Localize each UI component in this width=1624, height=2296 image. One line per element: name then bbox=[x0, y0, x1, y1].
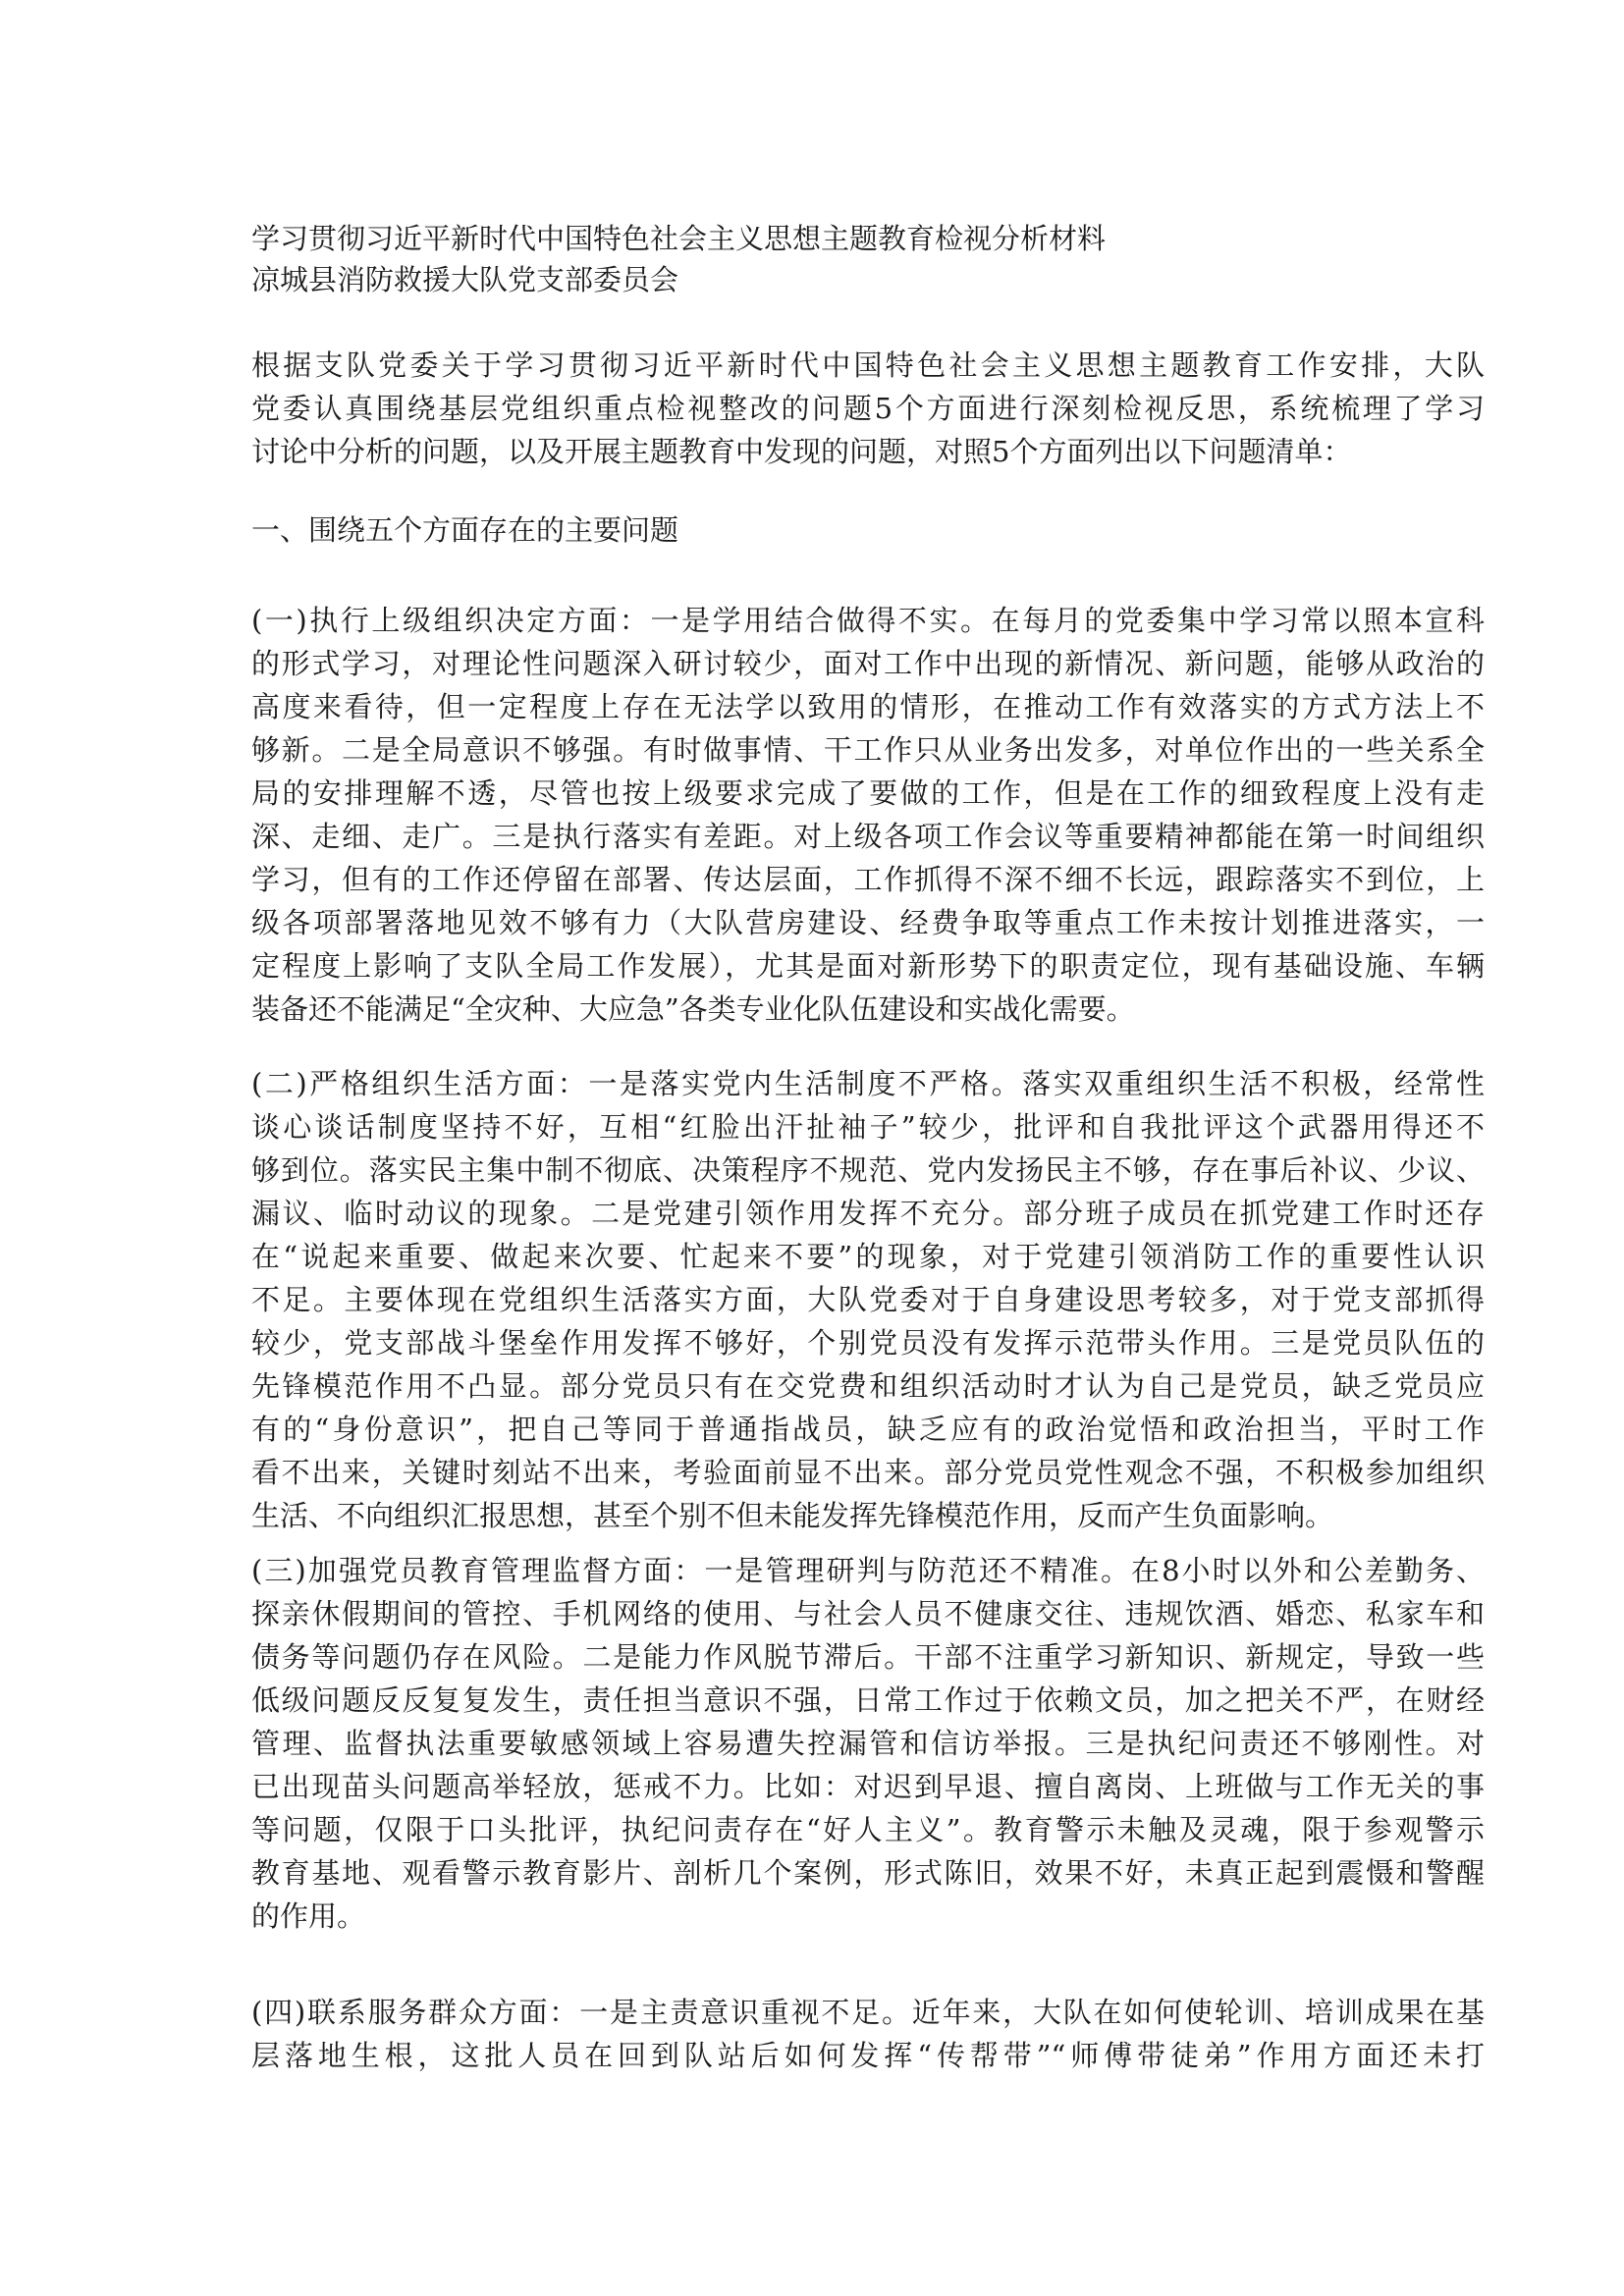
text-line: 的形式学习，对理论性问题深入研讨较少，面对工作中出现的新情况、新问题，能够从政治的 bbox=[251, 647, 1485, 680]
text-line: 看不出来，关键时刻站不出来，考验面前显不出来。部分党员党性观念不强，不积极参加组织 bbox=[251, 1456, 1485, 1489]
text-line: 不足。主要体现在党组织生活落实方面，大队党委对于自身建设思考较多，对于党支部抓得 bbox=[251, 1283, 1485, 1316]
text-line: 生活、不向组织汇报思想，甚至个别不但未能发挥先锋模范作用，反而产生负面影响。 bbox=[251, 1499, 1334, 1532]
text-line: 教育基地、观看警示教育影片、剖析几个案例，形式陈旧，效果不好，未真正起到震慑和警醒 bbox=[251, 1856, 1485, 1890]
text-line: 层落地生根，这批人员在回到队站后如何发挥“传帮带”“师傅带徒弟”作用方面还未打 bbox=[251, 2039, 1485, 2072]
text-line: (三)加强党员教育管理监督方面：一是管理研判与防范还不精准。在8小时以外和公差勤务、 bbox=[251, 1554, 1485, 1587]
text-line: 的作用。 bbox=[251, 1899, 366, 1933]
text-line: 债务等问题仍存在风险。二是能力作风脱节滞后。干部不注重学习新知识、新规定，导致一些 bbox=[251, 1640, 1485, 1674]
text-line: 先锋模范作用不凸显。部分党员只有在交党费和组织活动时才认为自己是党员，缺乏党员应 bbox=[251, 1369, 1485, 1403]
text-line: 漏议、临时动议的现象。二是党建引领作用发挥不充分。部分班子成员在抓党建工作时还存 bbox=[251, 1197, 1485, 1230]
text-line: 够新。二是全局意识不够强。有时做事情、干工作只从业务出发多，对单位作出的一些关系全 bbox=[251, 733, 1485, 767]
text-line: 学习，但有的工作还停留在部署、传达层面，工作抓得不深不细不长远，跟踪落实不到位，上 bbox=[251, 863, 1485, 896]
text-line: 探亲休假期间的管控、手机网络的使用、与社会人员不健康交往、违规饮酒、婚恋、私家车和 bbox=[251, 1597, 1485, 1630]
text-line: 党委认真围绕基层党组织重点检视整改的问题5个方面进行深刻检视反思，系统梳理了学习 bbox=[251, 392, 1485, 425]
text-line: 局的安排理解不透，尽管也按上级要求完成了要做的工作，但是在工作的细致程度上没有走 bbox=[251, 776, 1485, 810]
text-line: 已出现苗头问题高举轻放，惩戒不力。比如：对迟到早退、擅自离岗、上班做与工作无关的事 bbox=[251, 1770, 1485, 1803]
text-line: (二)严格组织生活方面：一是落实党内生活制度不严格。落实双重组织生活不积极，经常性 bbox=[251, 1067, 1485, 1100]
text-line: 装备还不能满足“全灾种、大应急”各类专业化队伍建设和实战化需要。 bbox=[251, 992, 1135, 1026]
text-line: (四)联系服务群众方面：一是主责意识重视不足。近年来，大队在如何使轮训、培训成果在基 bbox=[251, 1996, 1485, 2029]
document-header bbox=[251, 218, 1485, 300]
text-line: 在“说起来重要、做起来次要、忙起来不要”的现象，对于党建引领消防工作的重要性认识 bbox=[251, 1240, 1485, 1273]
text-line: 根据支队党委关于学习贯彻习近平新时代中国特色社会主义思想主题教育工作安排，大队 bbox=[251, 348, 1485, 382]
section-paragraph-4 bbox=[251, 1991, 1485, 2077]
section-paragraph-2 bbox=[251, 1062, 1485, 1537]
text-line: 讨论中分析的问题，以及开展主题教育中发现的问题，对照5个方面列出以下问题清单： bbox=[251, 435, 1352, 468]
section-heading bbox=[251, 508, 1485, 552]
text-line: 级各项部署落地见效不够有力（大队营房建设、经费争取等重点工作未按计划推进落实，一 bbox=[251, 906, 1485, 939]
text-line: (一)执行上级组织决定方面：一是学用结合做得不实。在每月的党委集中学习常以照本宣科 bbox=[251, 604, 1485, 637]
document-title: 学习贯彻习近平新时代中国特色社会主义思想主题教育检视分析材料 bbox=[251, 222, 1107, 255]
text-line: 管理、监督执法重要敏感领域上容易遭失控漏管和信访举报。三是执纪问责还不够刚性。对 bbox=[251, 1727, 1485, 1760]
section-heading-text: 一、围绕五个方面存在的主要问题 bbox=[251, 513, 679, 547]
text-line: 等问题，仅限于口头批评，执纪问责存在“好人主义”。教育警示未触及灵魂，限于参观警示 bbox=[251, 1813, 1485, 1846]
text-line: 深、走细、走广。三是执行落实有差距。对上级各项工作会议等重要精神都能在第一时间组织 bbox=[251, 820, 1485, 853]
section-paragraph-3 bbox=[251, 1549, 1485, 1938]
text-line: 定程度上影响了支队全局工作发展），尤其是面对新形势下的职责定位，现有基础设施、车辆 bbox=[251, 949, 1485, 983]
text-line: 较少，党支部战斗堡垒作用发挥不够好，个别党员没有发挥示范带头作用。三是党员队伍的 bbox=[251, 1326, 1485, 1360]
text-line: 高度来看待，但一定程度上存在无法学以致用的情形，在推动工作有效落实的方式方法上不 bbox=[251, 690, 1485, 723]
text-line: 谈心谈话制度坚持不好，互相“红脸出汗扯袖子”较少，批评和自我批评这个武器用得还不 bbox=[251, 1110, 1485, 1144]
section-paragraph-1 bbox=[251, 599, 1485, 1031]
text-line: 有的“身份意识”，把自己等同于普通指战员，缺乏应有的政治觉悟和政治担当，平时工作 bbox=[251, 1413, 1485, 1446]
text-line: 低级问题反反复复发生，责任担当意识不强，日常工作过于依赖文员，加之把关不严，在财经 bbox=[251, 1683, 1485, 1717]
text-line: 够到位。落实民主集中制不彻底、决策程序不规范、党内发扬民主不够，存在事后补议、少议、 bbox=[251, 1153, 1485, 1187]
intro-paragraph bbox=[251, 344, 1485, 473]
document-subtitle: 凉城县消防救援大队党支部委员会 bbox=[251, 263, 679, 296]
